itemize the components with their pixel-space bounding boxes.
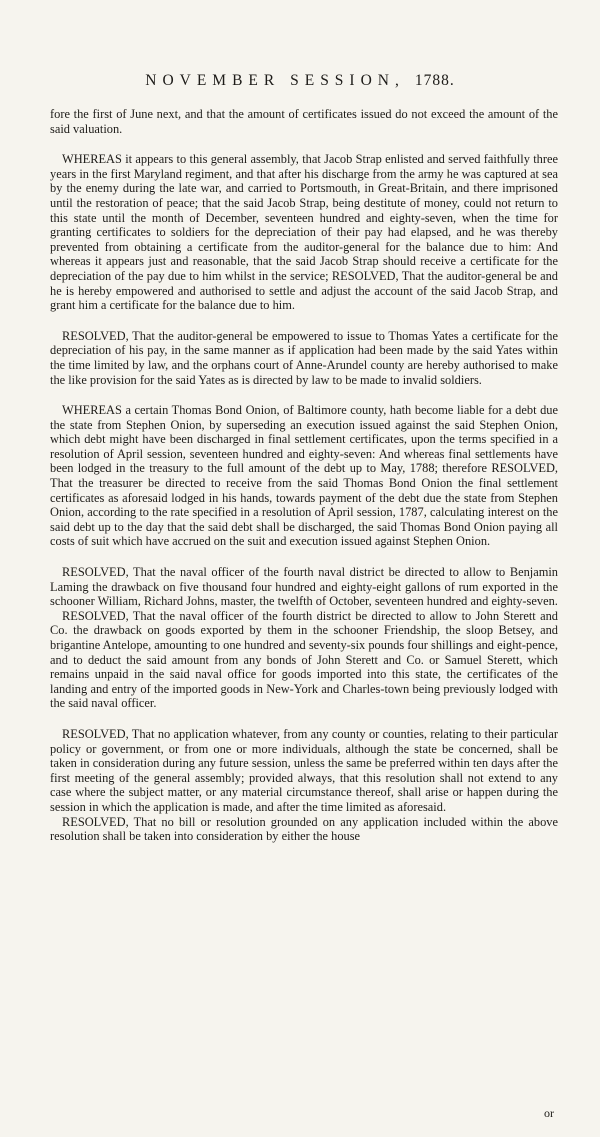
paragraph: RESOLVED, That the naval officer of the fourth naval district be directed to allow to Benjamin Laming the drawback on five thousand four hundred and eighty-eight gallons of rum exported in the schooner William, Richard Johns, master, the twelfth of October, seventeen hundred and eighty-seven.: [50, 565, 558, 609]
paragraph: WHEREAS it appears to this general assembly, that Jacob Strap enlisted and served faithfully three years in the first Maryland regiment, and that after his discharge from the army he was captured at sea by the enemy during the late war, and carried to Portsmouth, in Great-Britain, and there imprisoned until the restoration of peace; that the said Jacob Strap, being destitute of money, could not return to this state until the month of December, seventeen hundred and eighty-seven, when the time for granting certificates to soldiers for the depreciation of their pay had elapsed, and he was thereby prevented from obtaining a certificate from the auditor-general for the balance due to him: And whereas it appears just and reasonable, that the said Jacob Strap should receive a certificate for the depreciation of the pay due to him whilst in the service; RESOLVED, That the auditor-general be and he is hereby empowered and authorised to settle and adjust the account of the said Jacob Strap, and grant him a certificate for the balance due to him.: [50, 152, 558, 313]
session-title: NOVEMBER SESSION,: [145, 72, 405, 89]
paragraph: RESOLVED, That the auditor-general be empowered to issue to Thomas Yates a certificate for the depreciation of his pay, in the same manner as if application had been made by the said Yates within the time limited by law, and the orphans court of Anne-Arundel county are hereby authorised to make the like provision for the said Yates as is directed by law to be made to invalid soldiers.: [50, 328, 558, 387]
paragraph: RESOLVED, That the naval officer of the fourth district be directed to allow to John Sterett and Co. the drawback on goods exported by them in the schooner Friendship, the sloop Betsey, and brigantine Antelope, amounting to one hundred and seventy-six pounds four shillings and eight-pence, and to deduct the said amount from any bonds of John Sterett and Co. or Samuel Sterett, which remains unpaid in the said naval office for goods imported into this state, the certificates of the landing and entry of the imported goods in New-York and Charles-town being previously lodged with the said naval officer.: [50, 608, 558, 711]
document-body: [50, 107, 558, 844]
catchword: or: [544, 1106, 554, 1120]
session-year: 1788.: [414, 72, 455, 89]
paragraph: WHEREAS a certain Thomas Bond Onion, of Baltimore county, hath become liable for a debt due the state from Stephen Onion, by superseding an execution issued against the said Stephen Onion, which debt might have been discharged in final settlement certificates, upon the terms specified in a resolution of April session, seventeen hundred and eighty-seven: And whereas final settlements have been lodged in the treasury to the full amount of the debt up to May, 1788; therefore RESOLVED, That the treasurer be directed to receive from the said Thomas Bond Onion the final settlement certificates as aforesaid lodged in his hands, towards payment of the debt due the state from Stephen Onion, according to the rate specified in a resolution of April session, 1787, calculating interest on the said debt up to the day that the said debt shall be discharged, the said Thomas Bond Onion paying all costs of suit which have accrued on the suit and execution issued against Stephen Onion.: [50, 403, 558, 549]
paragraph: RESOLVED, That no bill or resolution grounded on any application included within the above resolution shall be taken into consideration by either the house: [50, 814, 558, 844]
paragraph: RESOLVED, That no application whatever, from any county or counties, relating to their particular policy or government, or from one or more individuals, although the state be concerned, shall be taken in consideration during any future session, unless the same be preferred within ten days after the first meeting of the general assembly; provided always, that this resolution shall not extend to any case where the subject matter, or any material circumstance thereof, shall arise or happen during the session in which the application is made, and after the time limited as aforesaid.: [50, 726, 558, 814]
paragraph: fore the first of June next, and that the amount of certificates issued do not exceed the amount of the said valuation.: [50, 107, 558, 136]
page-header: [0, 72, 600, 90]
